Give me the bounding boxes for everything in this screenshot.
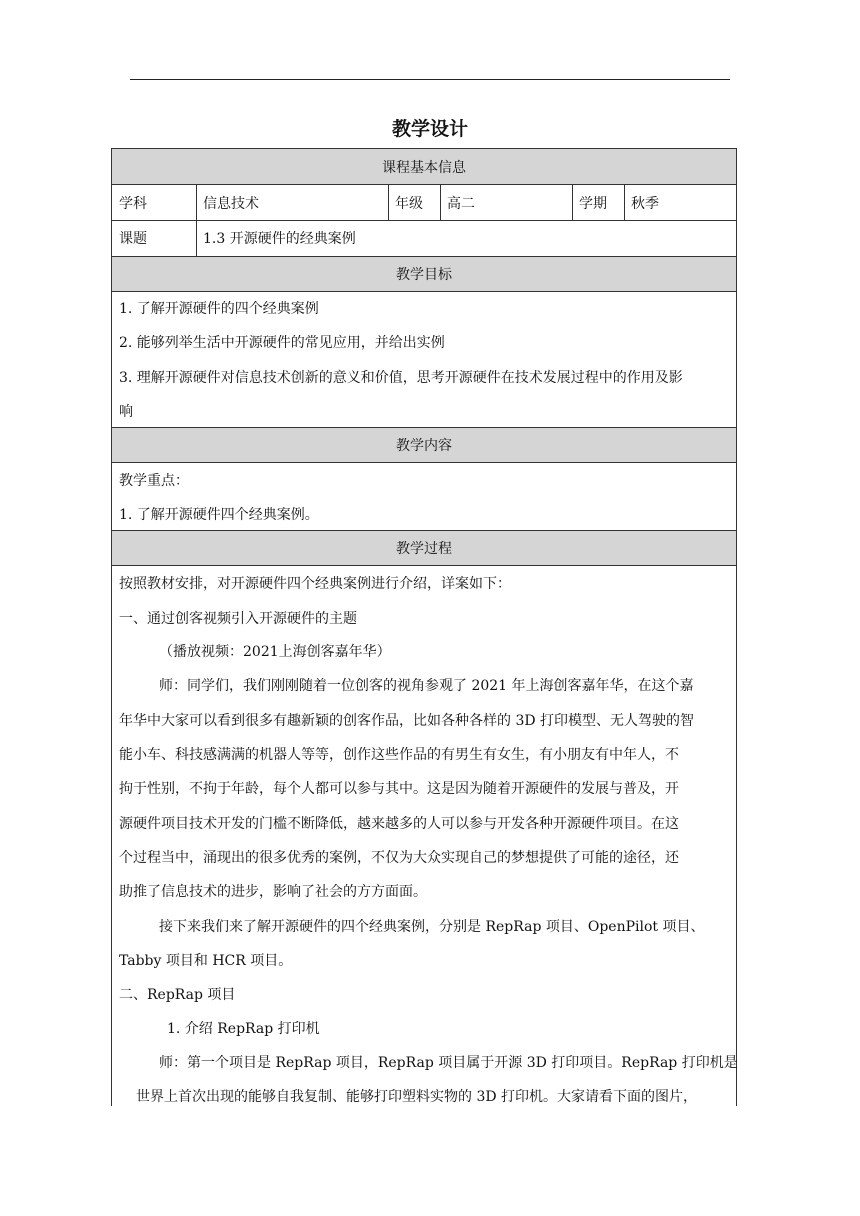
term-value: 秋季 — [631, 195, 659, 212]
content-header: 教学内容 — [112, 427, 736, 463]
objective-item: 2. 能够列举生活中开源硬件的常见应用，并给出实例 — [119, 335, 445, 351]
para-line: 个过程当中，涌现出的很多优秀的案例，不仅为大众实现自己的梦想提供了可能的途径，还 — [119, 850, 679, 866]
objective-item: 1. 了解开源硬件的四个经典案例 — [119, 301, 319, 317]
para-line: 接下来我们来了解开源硬件的四个经典案例，分别是 RepRap 项目、OpenPilot 项目、 — [159, 919, 705, 935]
grade-value: 高二 — [447, 195, 475, 212]
para-line: 能小车、科技感满满的机器人等等，创作这些作品的有男生有女生，有小朋友有中年人，不 — [119, 747, 679, 763]
section-heading: 二、RepRap 项目 — [119, 987, 236, 1003]
grade-label: 年级 — [395, 195, 423, 212]
para-line: 助推了信息技术的进步，影响了社会的方方面面。 — [119, 884, 427, 900]
process-header: 教学过程 — [112, 530, 736, 566]
objectives-header: 教学目标 — [112, 256, 736, 292]
document-title: 教学设计 — [391, 118, 468, 140]
para-line: 拘于性别，不拘于年龄，每个人都可以参与其中。这是因为随着开源硬件的发展与普及，开 — [119, 781, 679, 797]
subject-label: 学科 — [119, 195, 147, 212]
process-intro: 按照教材安排，对开源硬件四个经典案例进行介绍，详案如下： — [119, 576, 511, 592]
topic-row — [112, 220, 736, 256]
topic-label: 课题 — [119, 231, 147, 247]
objective-item: 响 — [119, 404, 133, 420]
objective-item: 3. 理解开源硬件对信息技术创新的意义和价值，思考开源硬件在技术发展过程中的作用及影 — [119, 370, 683, 386]
header-rule — [130, 79, 730, 80]
para-line: 源硬件项目技术开发的门槛不断降低，越来越多的人可以参与开发各种开源硬件项目。在这 — [119, 816, 679, 832]
para-line: 世界上首次出现的能够自我复制、能够打印塑料实物的 3D 打印机。大家请看下面的图片， — [136, 1089, 698, 1105]
sub-heading: 1. 介绍 RepRap 打印机 — [167, 1021, 320, 1037]
focus-label: 教学重点： — [119, 473, 189, 489]
basic-info-header: 课程基本信息 — [112, 149, 736, 185]
focus-item: 1. 了解开源硬件四个经典案例。 — [119, 507, 319, 523]
basic-info-row — [112, 185, 736, 220]
para-line: 年华中大家可以看到很多有趣新颖的创客作品，比如各种各样的 3D 打印模型、无人驾驶的智 — [119, 713, 695, 729]
topic-value: 1.3 开源硬件的经典案例 — [203, 231, 356, 247]
para-line: 师：第一个项目是 RepRap 项目，RepRap 项目属于开源 3D 打印项目。RepRap 打印机是 — [159, 1055, 738, 1071]
term-label: 学期 — [579, 195, 607, 212]
para-line: Tabby 项目和 HCR 项目。 — [119, 953, 293, 969]
video-note: （播放视频：2021上海创客嘉年华） — [159, 644, 391, 660]
lesson-table — [111, 148, 737, 1106]
subject-value: 信息技术 — [203, 195, 259, 212]
section-heading: 一、通过创客视频引入开源硬件的主题 — [119, 611, 357, 627]
para-line: 师：同学们，我们刚刚随着一位创客的视角参观了 2021 年上海创客嘉年华，在这个嘉 — [159, 678, 694, 694]
